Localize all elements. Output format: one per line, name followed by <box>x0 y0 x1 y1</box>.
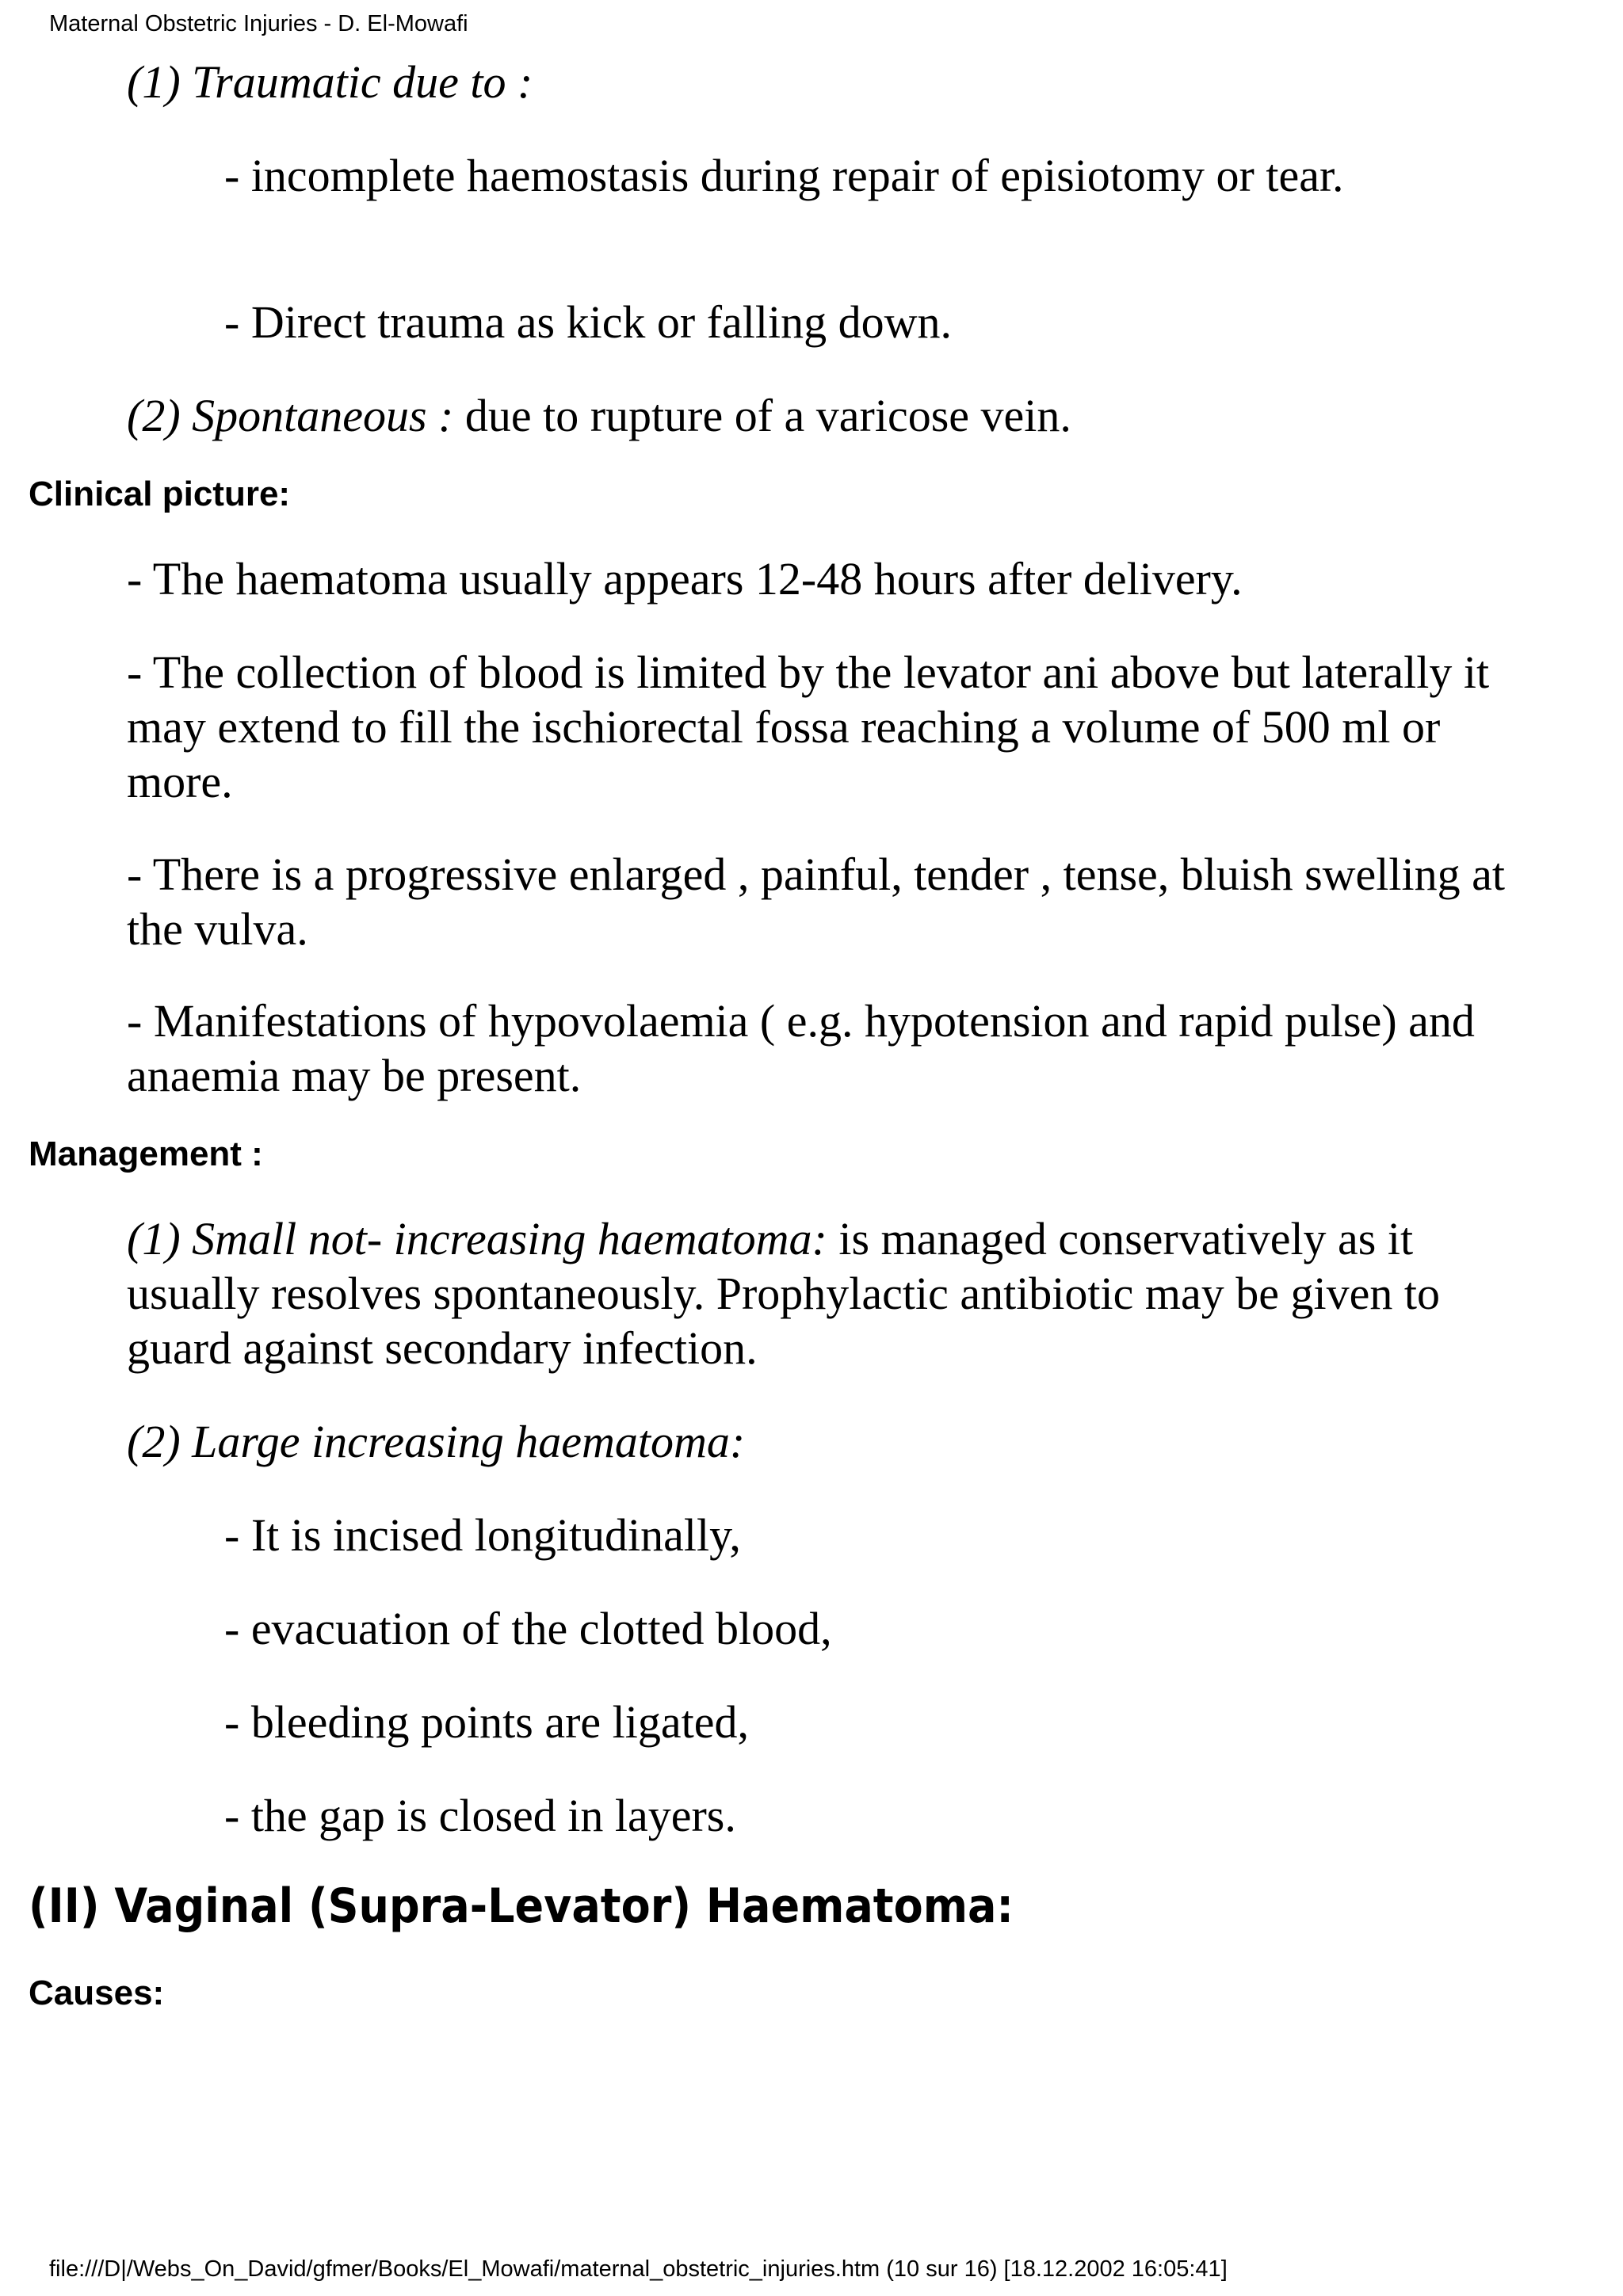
management-heading: Management : <box>29 1135 263 1173</box>
large-haematoma-step: - It is incised longitudinally, <box>224 1509 741 1561</box>
management-small <box>127 1211 1522 1375</box>
large-haematoma-label: (2) Large increasing haematoma: <box>127 1416 746 1467</box>
small-haematoma-label: (1) Small not- increasing haematoma: <box>127 1213 827 1264</box>
page-header: Maternal Obstetric Injuries - D. El-Mowafi <box>49 11 468 36</box>
causes-heading: Causes: <box>29 1974 165 2012</box>
spontaneous-text: due to rupture of a varicose vein. <box>453 390 1071 441</box>
traumatic-item: - Direct trauma as kick or falling down. <box>224 296 953 348</box>
large-haematoma-step: - bleeding points are ligated, <box>224 1696 749 1748</box>
section-title: (II) Vaginal (Supra-Levator) Haematoma: <box>29 1878 1014 1934</box>
small-haematoma-text: is managed conservatively as it usually resolves spontaneously. Prophylactic antibiotic may be given to guard against secondary infection. <box>127 1213 1440 1374</box>
page-footer: file:///D|/Webs_On_David/gfmer/Books/El_Mowafi/maternal_obstetric_injuries.htm (10 sur 16) [18.12.2002 16:05:41] <box>49 2256 1228 2282</box>
clinical-item: - There is a progressive enlarged , painful, tender , tense, bluish swelling at the vulva. <box>127 849 1505 955</box>
clinical-item: - Manifestations of hypovolaemia ( e.g. hypotension and rapid pulse) and anaemia may be present. <box>127 995 1475 1101</box>
spontaneous-label: (2) Spontaneous : <box>127 390 454 441</box>
clinical-heading: Clinical picture: <box>29 475 291 513</box>
spontaneous-cause <box>127 388 1522 443</box>
large-haematoma-step: - the gap is closed in layers. <box>224 1790 736 1841</box>
large-haematoma-step: - evacuation of the clotted blood, <box>224 1603 832 1654</box>
clinical-item: - The collection of blood is limited by the levator ani above but laterally it may extend to fill the ischiorectal fossa reaching a volume of 500 ml or more. <box>127 646 1490 807</box>
clinical-item: - The haematoma usually appears 12-48 hours after delivery. <box>127 553 1243 605</box>
traumatic-heading: (1) Traumatic due to : <box>127 56 533 108</box>
traumatic-item: - incomplete haemostasis during repair of episiotomy or tear. <box>224 150 1344 201</box>
